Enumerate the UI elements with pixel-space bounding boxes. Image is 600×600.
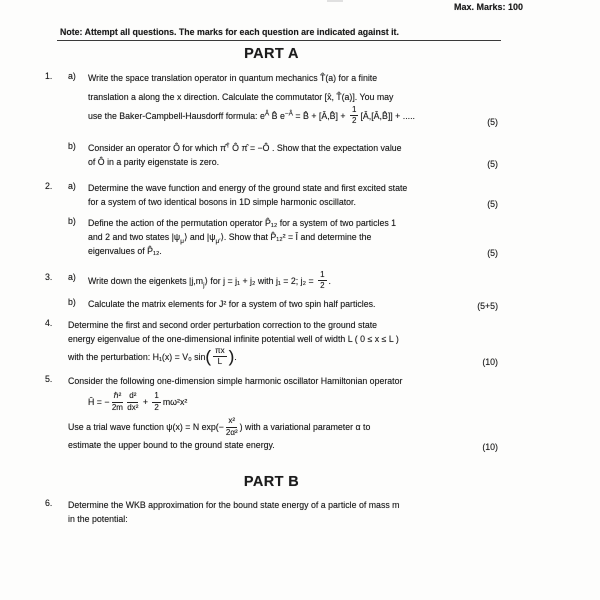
q3a-mj-subscript: j (203, 281, 205, 289)
q1b-body (88, 141, 468, 169)
q2b-letter: b) (68, 215, 76, 226)
q3b-line1: Calculate the matrix elements for J² for a system of two spin half particles. (88, 298, 376, 309)
q2a-letter: a) (68, 180, 76, 191)
q6-body (68, 498, 498, 526)
q1a-line2: translation a along the x direction. Calculate the commutator [x̂, T̂(a)]. You may (88, 92, 394, 102)
question-4 (45, 318, 498, 368)
q2a-marks: (5) (487, 198, 498, 209)
q3b-body (88, 297, 468, 311)
q3a-line1-pre: Write down the eigenkets |j,m (88, 276, 204, 286)
question-2a (45, 181, 498, 209)
question-3b (45, 297, 498, 311)
q5-formula-tail: mω²x² (162, 397, 188, 408)
q2b-line3: eigenvalues of P̂₁₂. (88, 245, 162, 256)
question-3-number: 3. (45, 271, 53, 282)
q3b-number-spacer (45, 297, 68, 311)
q5-f2-denominator: dx² (127, 402, 139, 412)
q5-body (68, 374, 468, 452)
q1a-letter: a) (68, 71, 76, 81)
q1a-marks: (5) (487, 116, 498, 127)
q1a-fraction-denominator: 2 (352, 116, 357, 126)
q5-formula-lead: Ĥ = − (88, 397, 110, 408)
q3a-line1-tail: . (328, 276, 331, 286)
q2a-line1: Determine the wave function and energy of the ground state and first excited state (88, 182, 408, 193)
q1a-formula-tail: [Â,[Â,B̂]] + ..... (360, 111, 415, 122)
question-6-number: 6. (45, 497, 53, 508)
q5-trial-denominator: 2α² (225, 427, 238, 437)
q1b-marks: (5) (487, 158, 498, 169)
question-1-number: 1. (45, 71, 53, 81)
q2b-line2 (88, 230, 468, 244)
q1b-line2: of Ô in a parity eigenstate is zero. (88, 156, 220, 167)
q2b-line2-pre: and 2 and two states |ψ (88, 231, 181, 242)
q3b-marks: (5+5) (477, 300, 498, 311)
q1a-exponent-1: Â (264, 110, 270, 118)
q1a-body (88, 71, 468, 127)
question-6 (45, 498, 498, 526)
note-line: Note: Attempt all questions. The marks for each question are indicated against it. (57, 27, 501, 41)
q5-trial-function-line (68, 418, 468, 438)
q4-fraction (213, 347, 227, 367)
q2b-line1: Define the action of the permutation operator P̂₁₂ for a system of two particles 1 (88, 217, 397, 228)
q3a-line1 (88, 269, 498, 292)
q5-trial-tail: ) with a variational parameter α to (239, 422, 371, 433)
q5-marks: (10) (482, 441, 498, 452)
q4-fraction-numerator: πx (213, 347, 227, 357)
question-3a (45, 269, 498, 292)
q1a-line3-formula (88, 107, 468, 127)
question-2b (45, 216, 498, 258)
q5-fraction-half (152, 392, 160, 412)
question-2-number: 2. (45, 180, 53, 191)
q3a-fraction (318, 271, 326, 291)
q6-line1: Determine the WKB approximation for the bound state energy of a particle of mass m (68, 499, 400, 510)
q4-fraction-denominator: L (217, 356, 223, 366)
question-4-number: 4. (45, 317, 53, 328)
q5-line4: estimate the upper bound to the ground state energy. (68, 439, 275, 450)
q4-paren-open: ( (205, 346, 212, 366)
q4-perturbation-pre: with the perturbation: H₁(x) = V₀ sin (68, 351, 206, 362)
q1b-dagger: † (226, 141, 230, 149)
q5-f2-numerator: d² (127, 392, 138, 402)
question-1b (45, 141, 498, 169)
q1a-exponent-2: −Â (284, 110, 293, 118)
q3a-line1-mid: ⟩ for j = j₁ + j₂ with j₁ = 2; j₂ = (204, 276, 317, 286)
q1b-line1-pre: Consider an operator Ô for which π̂ (88, 142, 227, 153)
question-5-number: 5. (45, 374, 53, 385)
q4-paren-close: ) (228, 346, 235, 366)
q5-trial-numerator: x² (226, 417, 237, 427)
q5-f3-denominator: 2 (154, 402, 159, 412)
question-1a (45, 71, 498, 127)
q2a-line2: for a system of two identical bosons in 1D simple harmonic oscillator. (88, 196, 356, 207)
max-marks: Max. Marks: 100 (453, 2, 523, 12)
q5-f1-denominator: 2m (111, 402, 123, 412)
q4-perturbation-tail: . (234, 351, 237, 362)
q2b-state-subscript-1: μ (180, 237, 184, 245)
q5-f3-numerator: 1 (152, 392, 160, 402)
question-5 (45, 374, 498, 452)
q1b-number-spacer (45, 141, 68, 169)
q1a-fraction (350, 106, 358, 126)
q1b-letter: b) (68, 140, 76, 151)
q5-f1-numerator: ℏ² (112, 392, 124, 402)
q3b-letter: b) (68, 296, 76, 307)
scan-artifact (327, 0, 343, 2)
q4-line3-formula (68, 345, 468, 368)
q1a-formula-mid2: = B̂ + [Â,B̂] + (292, 111, 348, 122)
q2b-line2-mid: ⟩ and |ψ (183, 231, 216, 242)
q5-line1: Consider the following one-dimension simple harmonic oscillator Hamiltonian operator (68, 376, 403, 387)
q2b-line2-tail: ⟩. Show that P̂₁₂² = Î and determine the (220, 231, 372, 242)
q3a-fraction-denominator: 2 (320, 281, 325, 291)
q3a-letter: a) (68, 271, 76, 282)
q1b-line1 (88, 141, 468, 155)
part-b-title: PART B (243, 473, 300, 490)
q6-line2: in the potential: (68, 513, 128, 524)
q1a-fraction-numerator: 1 (350, 106, 358, 116)
q5-trial-pre: Use a trial wave function ψ(x) = N exp(− (68, 422, 224, 433)
q5-formula-plus: + (140, 397, 151, 408)
q3a-fraction-numerator: 1 (318, 271, 326, 281)
q2b-state-subscript-2: μ′ (215, 237, 221, 245)
q5-fraction-hbar (112, 392, 124, 412)
q4-line2: energy eigenvalue of the one-dimensional infinite potential well of width L ( 0 ≤ x ≤ L ) (68, 333, 399, 344)
part-a-title: PART A (244, 46, 299, 62)
q3a-body (88, 269, 498, 292)
q1a-formula-pre: use the Baker-Campbell-Hausdorff formula: e (88, 111, 265, 122)
q5-trial-fraction (226, 417, 238, 437)
q4-line1: Determine the first and second order perturbation correction to the ground state (68, 319, 378, 330)
q4-marks: (10) (482, 357, 498, 368)
q1a-formula-mid1: B̂ e (269, 111, 285, 122)
q5-fraction-derivative (127, 392, 138, 412)
q2a-body (88, 181, 468, 209)
q2b-number-spacer (45, 216, 68, 258)
q5-hamiltonian-formula (88, 393, 468, 413)
q1a-line1: Write the space translation operator in quantum mechanics T̂(a) for a finite (88, 73, 378, 83)
q2b-body (88, 216, 468, 258)
q2b-marks: (5) (487, 247, 498, 258)
q4-body (68, 318, 468, 368)
q1b-line1-post: Ô π̂ = −Ô . Show that the expectation value (229, 142, 402, 153)
